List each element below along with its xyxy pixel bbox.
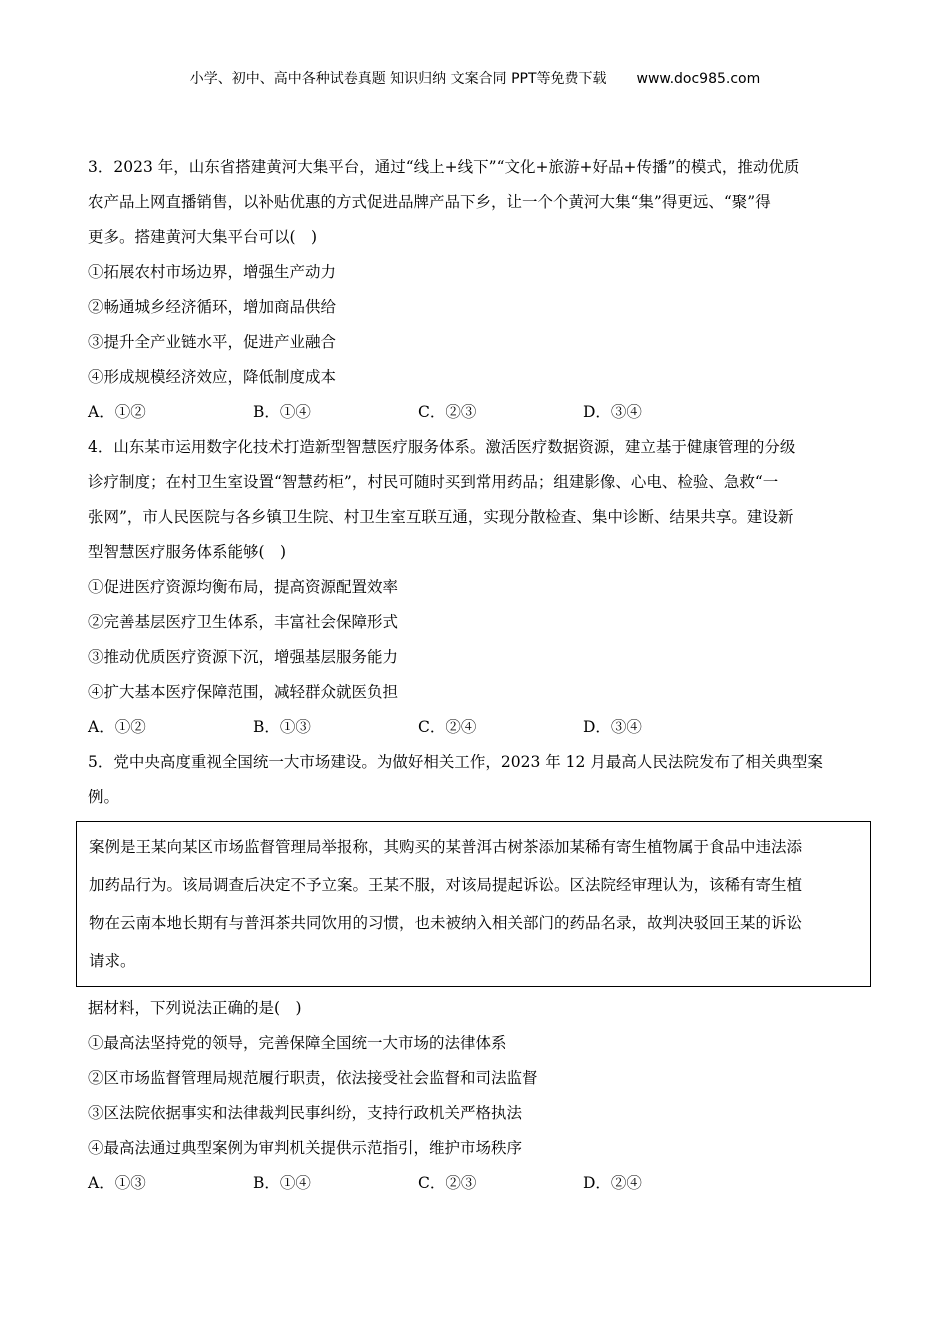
statement-item: ③提升全产业链水平，促进产业融合 <box>88 333 337 351</box>
question-5 <box>88 745 868 1201</box>
statement-item: ②完善基层医疗卫生体系，丰富社会保障形式 <box>88 613 399 631</box>
stem-line: 诊疗制度；在村卫生室设置“智慧药柜”，村民可随时买到常用药品；组建影像、心电、检验、急救“一 <box>88 473 779 491</box>
option-c: C．②③ <box>418 1174 477 1192</box>
statement-item: ①拓展农村市场边界，增强生产动力 <box>88 263 337 281</box>
question-stem <box>88 430 868 570</box>
case-line: 加药品行为。该局调查后决定不予立案。王某不服，对该局提起诉讼。区法院经审理认为，该稀有寄生植 <box>89 876 803 894</box>
question-stem <box>88 745 868 815</box>
option-b: B．①④ <box>253 1174 311 1192</box>
answer-options <box>88 710 868 745</box>
page-header <box>0 68 950 88</box>
stem-line: 3．2023 年，山东省搭建黄河大集平台，通过“线上+线下”“文化+旅游+好品+传播”的模式，推动优质 <box>88 158 800 176</box>
option-d: D．③④ <box>583 403 642 421</box>
statement-item: ④扩大基本医疗保障范围，减轻群众就医负担 <box>88 683 399 701</box>
case-material-box <box>76 821 871 987</box>
statement-item: ②畅通城乡经济循环，增加商品供给 <box>88 298 337 316</box>
exam-content <box>88 150 868 1201</box>
case-line: 案例是王某向某区市场监督管理局举报称，其购买的某普洱古树茶添加某稀有寄生植物属于食品中违法添 <box>89 838 803 856</box>
option-a: A．①② <box>88 718 146 736</box>
stem-line: 农产品上网直播销售，以补贴优惠的方式促进品牌产品下乡，让一个个黄河大集“集”得更远、“聚”得 <box>88 193 771 211</box>
statement-item: ④最高法通过典型案例为审判机关提供示范指引，维护市场秩序 <box>88 1139 523 1157</box>
question-stem <box>88 150 868 255</box>
option-a: A．①③ <box>88 1174 146 1192</box>
option-b: B．①③ <box>253 718 311 736</box>
case-line: 物在云南本地长期有与普洱茶共同饮用的习惯，也未被纳入相关部门的药品名录，故判决驳回王某的诉讼 <box>89 914 803 932</box>
case-line: 请求。 <box>89 952 136 970</box>
statement-item: ④形成规模经济效应，降低制度成本 <box>88 368 337 386</box>
option-c: C．②③ <box>418 403 477 421</box>
stem-line: 张网”，市人民医院与各乡镇卫生院、村卫生室互联互通，实现分散检查、集中诊断、结果共享。建设新 <box>88 508 794 526</box>
stem-line: 更多。搭建黄河大集平台可以( ) <box>88 228 318 246</box>
stem-line: 型智慧医疗服务体系能够( ) <box>88 543 287 561</box>
statement-item: ①促进医疗资源均衡布局，提高资源配置效率 <box>88 578 399 596</box>
statement-item: ②区市场监督管理局规范履行职责，依法接受社会监督和司法监督 <box>88 1069 538 1087</box>
stem-line: 例。 <box>88 788 120 806</box>
question-3 <box>88 150 868 430</box>
stem-line: 5．党中央高度重视全国统一大市场建设。为做好相关工作，2023 年 12 月最高人民法院发布了相关典型案 <box>88 753 823 771</box>
question-prompt: 据材料，下列说法正确的是( ) <box>88 999 302 1017</box>
stem-line: 4．山东某市运用数字化技术打造新型智慧医疗服务体系。激活医疗数据资源，建立基于健康管理的分级 <box>88 438 796 456</box>
option-a: A．①② <box>88 403 146 421</box>
option-c: C．②④ <box>418 718 477 736</box>
option-d: D．③④ <box>583 718 642 736</box>
statement-item: ③推动优质医疗资源下沉，增强基层服务能力 <box>88 648 399 666</box>
statement-item: ①最高法坚持党的领导，完善保障全国统一大市场的法律体系 <box>88 1034 507 1052</box>
header-site-link[interactable]: www.doc985.com <box>636 71 761 87</box>
statement-item: ③区法院依据事实和法律裁判民事纠纷，支持行政机关严格执法 <box>88 1104 523 1122</box>
question-4 <box>88 430 868 745</box>
header-text: 小学、初中、高中各种试卷真题 知识归纳 文案合同 PPT等免费下载 <box>189 71 607 87</box>
answer-options <box>88 1166 868 1201</box>
answer-options <box>88 395 868 430</box>
option-d: D．②④ <box>583 1174 642 1192</box>
option-b: B．①④ <box>253 403 311 421</box>
